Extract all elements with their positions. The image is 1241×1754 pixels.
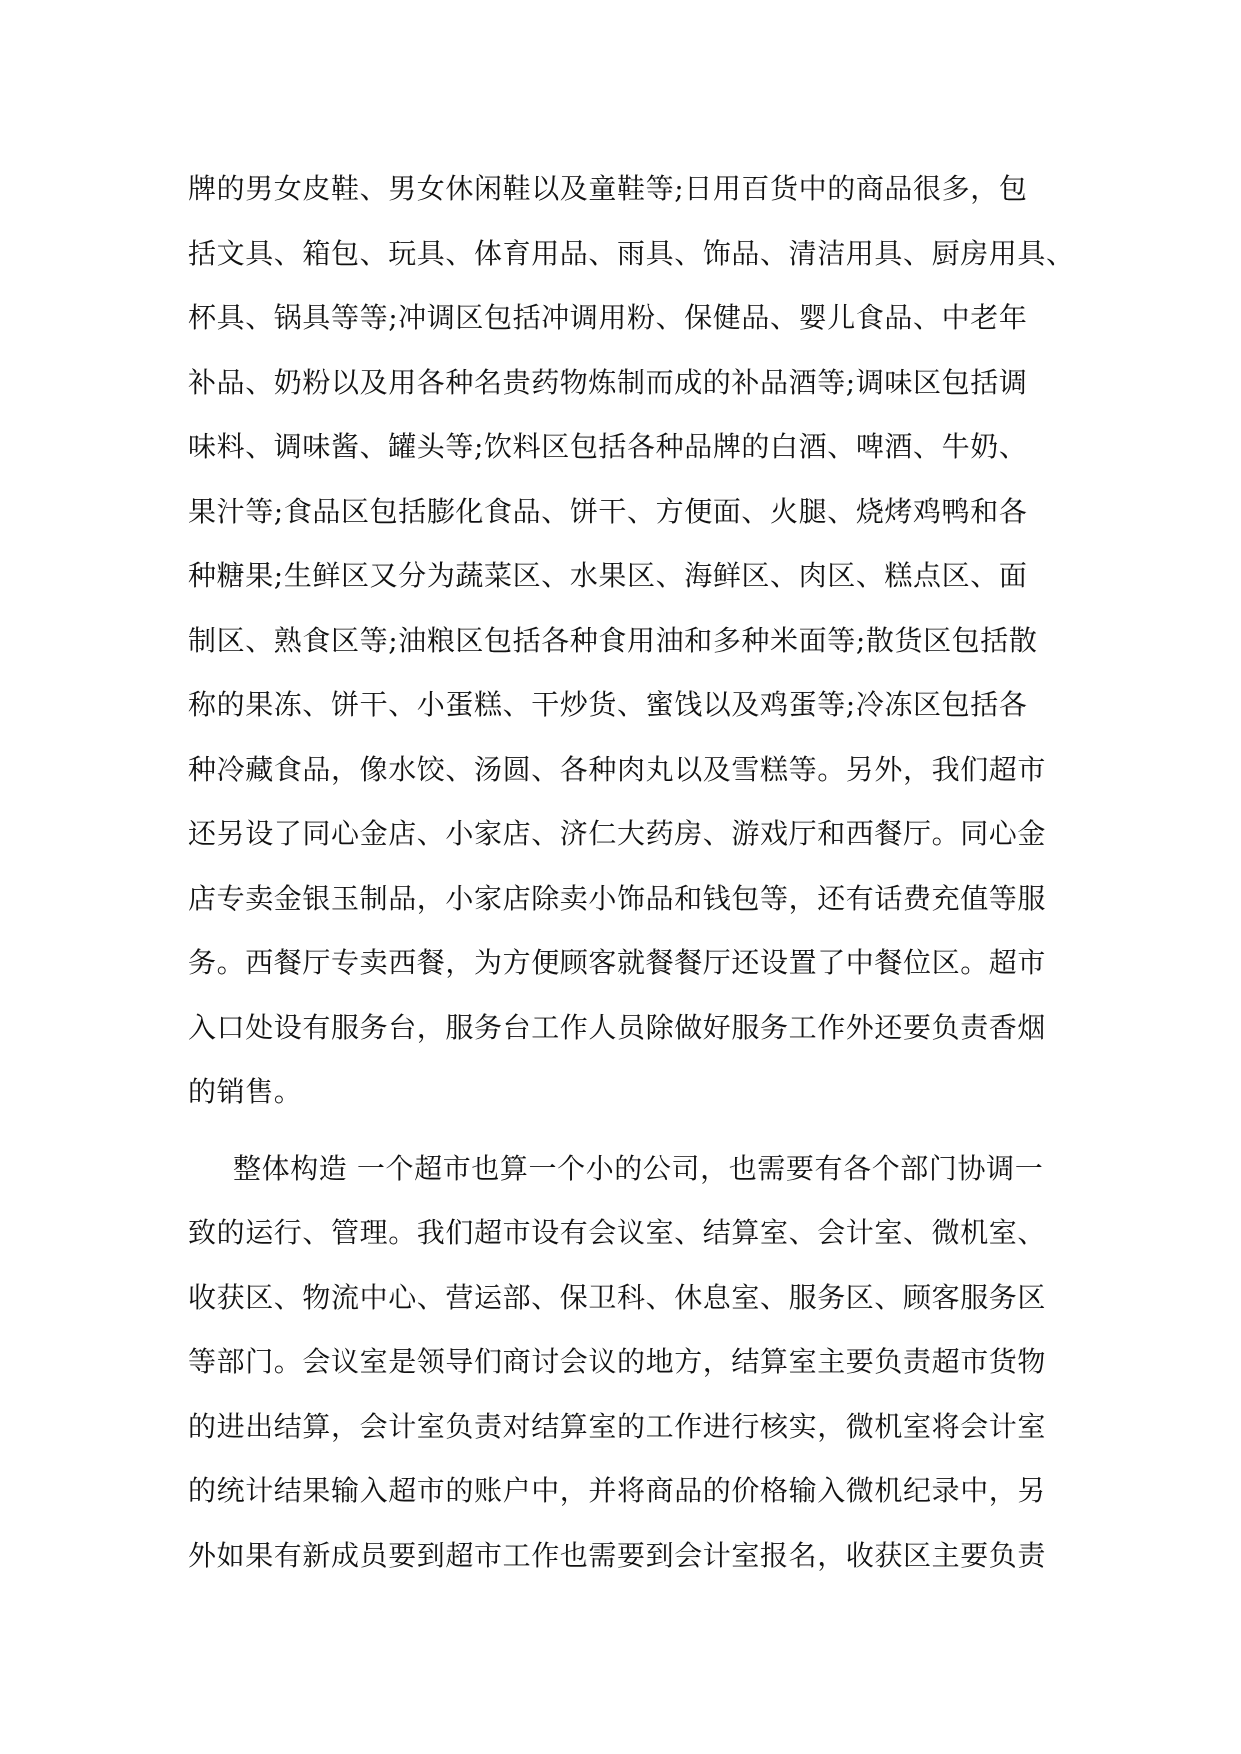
paragraph-2-line-2: 致的运行、管理。我们超市设有会议室、结算室、会计室、微机室、 <box>188 1216 1047 1249</box>
paragraph-1-line-8: 制区、熟食区等;油粮区包括各种食用油和多种米面等;散货区包括散 <box>188 623 1038 657</box>
paragraph-1-line-7: 种糖果;生鲜区又分为蔬菜区、水果区、海鲜区、肉区、糕点区、面 <box>188 559 1028 592</box>
paragraph-2-line-6: 的统计结果输入超市的账户中，并将商品的价格输入微机纪录中，另 <box>188 1474 1047 1507</box>
paragraph-1-line-1: 牌的男女皮鞋、男女休闲鞋以及童鞋等;日用百货中的商品很多，包 <box>188 172 1028 205</box>
paragraph-1-line-4: 补品、奶粉以及用各种名贵药物炼制而成的补品酒等;调味区包括调 <box>188 365 1028 399</box>
paragraph-2-line-3: 收获区、物流中心、营运部、保卫科、休息室、服务区、顾客服务区 <box>188 1280 1047 1314</box>
paragraph-1-line-12: 店专卖金银玉制品，小家店除卖小饰品和钱包等，还有话费充值等服 <box>188 881 1047 915</box>
paragraph-2-line-7: 外如果有新成员要到超市工作也需要到会计室报名，收获区主要负责 <box>188 1538 1047 1572</box>
paragraph-1-line-11: 还另设了同心金店、小家店、济仁大药房、游戏厅和西餐厅。同心金 <box>188 817 1047 850</box>
paragraph-2-line-1: 整体构造 一个超市也算一个小的公司，也需要有各个部门协调一 <box>233 1151 1044 1185</box>
paragraph-1-line-5: 味料、调味酱、罐头等;饮料区包括各种品牌的白酒、啤酒、牛奶、 <box>188 430 1028 463</box>
paragraph-1-line-13: 务。西餐厅专卖西餐，为方便顾客就餐餐厅还设置了中餐位区。超市 <box>188 946 1047 979</box>
paragraph-1-line-6: 果汁等;食品区包括膨化食品、饼干、方便面、火腿、烧烤鸡鸭和各 <box>188 494 1028 528</box>
paragraph-1-line-15: 的销售。 <box>188 1075 303 1108</box>
paragraph-1-line-9: 称的果冻、饼干、小蛋糕、干炒货、蜜饯以及鸡蛋等;冷冻区包括各 <box>188 688 1028 721</box>
paragraph-2-line-4: 等部门。会议室是领导们商讨会议的地方，结算室主要负责超市货物 <box>188 1345 1047 1378</box>
paragraph-1-line-14: 入口处设有服务台，服务台工作人员除做好服务工作外还要负责香烟 <box>188 1010 1047 1044</box>
body-text <box>188 157 1075 1588</box>
paragraph-1-line-2: 括文具、箱包、玩具、体育用品、雨具、饰品、清洁用具、厨房用具、 <box>188 236 1075 270</box>
paragraph-1-line-10: 种冷藏食品，像水饺、汤圆、各种肉丸以及雪糕等。另外，我们超市 <box>188 752 1047 786</box>
paragraph-1-line-3: 杯具、锅具等等;冲调区包括冲调用粉、保健品、婴儿食品、中老年 <box>188 301 1028 334</box>
paragraph-2-line-5: 的进出结算，会计室负责对结算室的工作进行核实，微机室将会计室 <box>188 1409 1047 1443</box>
